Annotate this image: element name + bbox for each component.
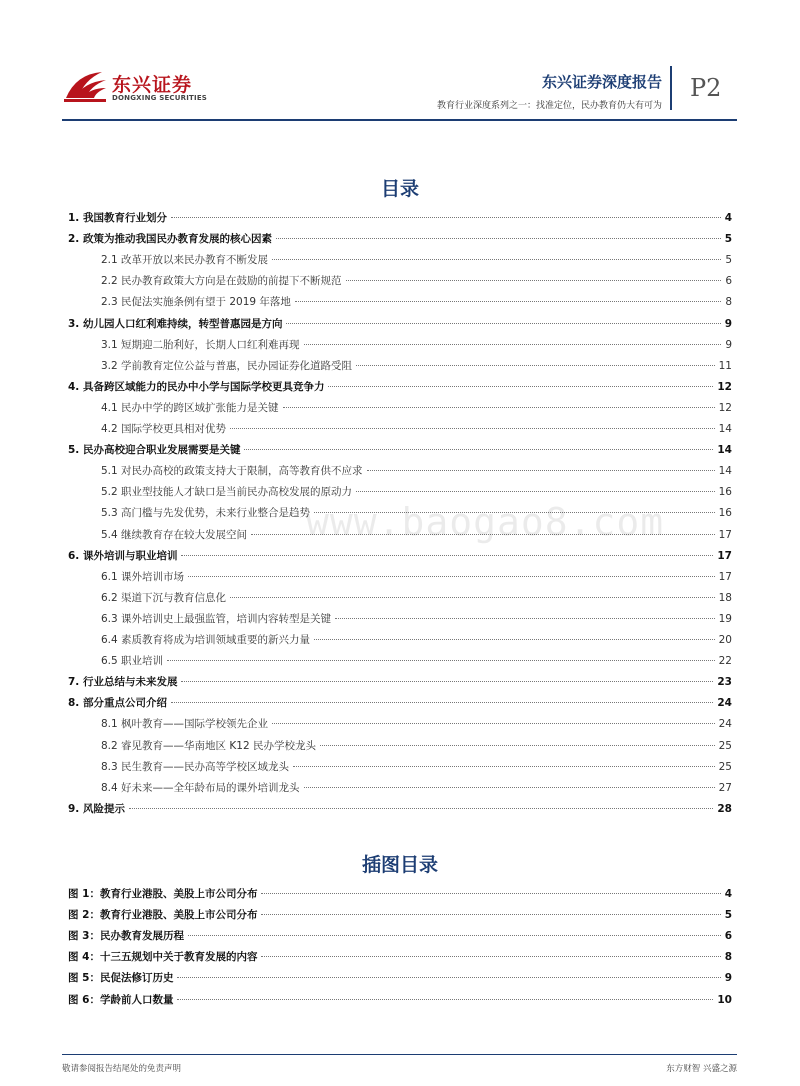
figures-title: 插图目录	[361, 854, 438, 876]
toc-entry-label: 8.4 好未来——全年龄布局的课外培训龙头	[101, 781, 300, 794]
footer-disclaimer: 敬请参阅报告结尾处的免责声明	[62, 1064, 182, 1074]
toc-entry-label: 9. 风险提示	[68, 802, 125, 815]
dot-leader	[171, 702, 713, 703]
toc-entry-page: 16	[718, 486, 732, 499]
toc-entry[interactable]	[68, 483, 732, 501]
toc-entry-page: 27	[718, 781, 732, 794]
figure-entry-label: 图 1：教育行业港股、美股上市公司分布	[68, 888, 258, 900]
toc-entry[interactable]	[68, 357, 732, 375]
toc-entry[interactable]	[68, 694, 732, 712]
toc-entry[interactable]	[68, 399, 732, 417]
watermark: www.baogao8.com	[306, 500, 665, 544]
toc-entry-label: 7. 行业总结与未来发展	[68, 676, 178, 689]
figure-entry[interactable]	[68, 948, 732, 966]
toc-entry[interactable]	[68, 631, 732, 649]
toc-entry-page: 25	[718, 760, 732, 773]
toc-entry-label: 5.4 继续教育存在较大发展空间	[101, 528, 248, 541]
toc-entry-page: 5	[725, 254, 732, 267]
toc-entry[interactable]	[68, 251, 732, 269]
toc-entry-page: 6	[725, 275, 732, 288]
toc-entry-label: 6.5 职业培训	[101, 655, 164, 668]
dot-leader	[367, 470, 715, 471]
logo-mark-icon	[62, 68, 108, 104]
figure-entry[interactable]	[68, 969, 732, 987]
toc-entry[interactable]	[68, 589, 732, 607]
toc-entry-label: 2.2 民办教育政策大方向是在鼓励的前提下不断规范	[101, 275, 342, 288]
figure-entry-page: 9	[724, 972, 732, 985]
logo-text-en: DONGXING SECURITIES	[112, 94, 208, 102]
figure-entry[interactable]	[68, 927, 732, 945]
toc-entry-label: 5.3 高门槛与先发优势，未来行业整合是趋势	[101, 507, 311, 520]
toc-entry[interactable]	[68, 610, 732, 628]
toc-entry-label: 2.1 改革开放以来民办教育不断发展	[101, 254, 269, 267]
dot-leader	[230, 597, 715, 598]
figure-entry-page: 4	[724, 888, 732, 900]
dot-leader	[293, 766, 715, 767]
toc-entry-label: 8. 部分重点公司介绍	[68, 697, 167, 710]
figure-entry[interactable]	[68, 991, 732, 1009]
toc-entry-page: 24	[718, 718, 732, 731]
toc-entry[interactable]	[68, 779, 732, 797]
figure-entry-label: 图 3：民办教育发展历程	[68, 930, 184, 943]
toc-entry-page: 17	[718, 528, 732, 541]
toc-entry[interactable]	[68, 293, 732, 311]
toc-entry[interactable]	[68, 800, 732, 818]
toc-entry[interactable]	[68, 441, 732, 459]
page-header	[0, 0, 800, 130]
logo-text-cn: 东兴证券	[112, 74, 193, 96]
toc-entry-page: 19	[718, 612, 732, 625]
toc-entry[interactable]	[68, 336, 732, 354]
figure-entry-page: 10	[717, 993, 732, 1006]
dot-leader	[320, 745, 715, 746]
toc-entry-page: 12	[718, 401, 732, 414]
dot-leader	[177, 977, 720, 978]
dot-leader	[230, 428, 715, 429]
figure-entry-page: 6	[724, 930, 732, 943]
toc-entry-page: 24	[717, 697, 732, 710]
toc-entry[interactable]	[68, 758, 732, 776]
dot-leader	[181, 555, 713, 556]
dot-leader	[129, 808, 713, 809]
toc-entry[interactable]	[68, 420, 732, 438]
figure-entry-page: 8	[724, 951, 732, 964]
toc-entry-label: 3.1 短期迎二胎利好，长期人口红利难再现	[101, 338, 300, 351]
figure-entry-label: 图 5：民促法修订历史	[68, 972, 174, 985]
toc-entry[interactable]	[68, 315, 732, 333]
toc-entry-page: 14	[717, 444, 732, 457]
toc-entry-page: 16	[718, 507, 732, 520]
toc-entry-label: 6.3 课外培训史上最强监管，培训内容转型是关键	[101, 612, 332, 625]
dot-leader	[272, 259, 721, 260]
toc-entry-label: 8.1 枫叶教育——国际学校领先企业	[101, 718, 269, 731]
dot-leader	[356, 365, 715, 366]
toc-entry-page: 5	[724, 233, 732, 246]
toc-entry[interactable]	[68, 568, 732, 586]
dot-leader	[188, 935, 721, 936]
toc-entry-label: 4.2 国际学校更具相对优势	[101, 423, 227, 435]
figure-entry[interactable]	[68, 885, 732, 903]
toc-entry-page: 11	[718, 359, 732, 372]
figure-entry-page: 5	[724, 909, 732, 922]
toc-entry-label: 6.2 渠道下沉与教育信息化	[101, 591, 227, 604]
dot-leader	[304, 344, 722, 345]
figure-entry-label: 图 4：十三五规划中关于教育发展的内容	[68, 951, 258, 964]
toc-entry[interactable]	[68, 378, 732, 396]
figure-entry-label: 图 2：教育行业港股、美股上市公司分布	[68, 909, 258, 922]
dot-leader	[295, 301, 721, 302]
dot-leader	[314, 639, 715, 640]
header-rule	[62, 119, 737, 121]
toc-entry-page: 8	[725, 296, 732, 309]
toc-entry[interactable]	[68, 230, 732, 248]
toc-entry-label: 3.2 学前教育定位公益与普惠，民办园证券化道路受阻	[101, 359, 353, 372]
report-title: 东兴证券深度报告	[541, 73, 662, 91]
company-logo	[62, 68, 242, 108]
dot-leader	[356, 491, 715, 492]
dot-leader	[261, 914, 720, 915]
toc-entry-page: 4	[724, 212, 732, 224]
toc-entry-label: 6.4 素质教育将成为培训领域重要的新兴力量	[101, 634, 311, 646]
dot-leader	[181, 681, 713, 682]
dot-leader	[261, 893, 720, 894]
report-subtitle: 教育行业深度系列之一：找准定位，民办教育仍大有可为	[436, 101, 662, 111]
toc-entry[interactable]	[68, 737, 732, 755]
toc-entry-page: 28	[717, 802, 732, 815]
toc-entry-label: 4.1 民办中学的跨区域扩张能力是关键	[101, 401, 279, 414]
footer-rule	[62, 1054, 737, 1055]
toc-entry-page: 17	[717, 549, 732, 562]
dot-leader	[188, 576, 715, 577]
dot-leader	[335, 618, 715, 619]
toc-entry-label: 6.1 课外培训市场	[101, 570, 185, 583]
toc-entry-label: 4. 具备跨区域能力的民办中小学与国际学校更具竞争力	[68, 380, 325, 393]
toc-entry-label: 3. 幼儿园人口红利难持续，转型普惠园是方向	[68, 317, 283, 330]
header-divider	[670, 66, 672, 110]
toc-entry-page: 9	[725, 338, 732, 351]
toc-entry-page: 12	[717, 380, 732, 393]
dot-leader	[167, 660, 715, 661]
dot-leader	[177, 999, 713, 1000]
toc-entry-label: 5.1 对民办高校的政策支持大于限制，高等教育供不应求	[101, 465, 363, 478]
toc-entry-page: 17	[718, 570, 732, 583]
toc-entry[interactable]	[68, 272, 732, 290]
dot-leader	[283, 407, 715, 408]
toc-entry-page: 18	[718, 591, 732, 604]
dot-leader	[346, 280, 722, 281]
toc-entry-label: 2.3 民促法实施条例有望于 2019 年落地	[101, 296, 291, 309]
toc-entry-page: 9	[724, 317, 732, 330]
dot-leader	[244, 449, 713, 450]
toc-entry-page: 22	[718, 655, 732, 668]
toc-entry-page: 20	[718, 634, 732, 646]
toc-entry-page: 23	[717, 676, 732, 689]
toc-entry[interactable]	[68, 715, 732, 733]
figure-entry-label: 图 6：学龄前人口数量	[68, 993, 174, 1006]
toc-entry-label: 5. 民办高校迎合职业发展需要是关键	[68, 444, 241, 457]
toc-entry-page: 14	[718, 423, 732, 435]
toc-entry-label: 8.2 睿见教育——华南地区 K12 民办学校龙头	[101, 739, 316, 752]
toc-entry-page: 25	[718, 739, 732, 752]
dot-leader	[261, 956, 720, 957]
toc-entry[interactable]	[68, 547, 732, 565]
page-number: P2	[690, 74, 722, 102]
figure-entry[interactable]	[68, 906, 732, 924]
toc-entry-label: 6. 课外培训与职业培训	[68, 549, 178, 562]
toc-entry-label: 2. 政策为推动我国民办教育发展的核心因素	[68, 233, 272, 246]
dot-leader	[272, 723, 715, 724]
toc-entry[interactable]	[68, 673, 732, 691]
dot-leader	[171, 217, 721, 218]
toc-title: 目录	[380, 178, 419, 200]
toc-entry-label: 5.2 职业型技能人才缺口是当前民办高校发展的原动力	[101, 486, 353, 499]
dot-leader	[276, 238, 721, 239]
toc-entry[interactable]	[68, 652, 732, 670]
dot-leader	[328, 386, 713, 387]
footer-slogan: 东方财智 兴盛之源	[666, 1064, 737, 1074]
toc-entry[interactable]	[68, 209, 732, 227]
toc-entry-page: 14	[718, 465, 732, 478]
toc-entry[interactable]	[68, 462, 732, 480]
toc-entry-label: 1. 我国教育行业划分	[68, 212, 167, 224]
toc-entry-label: 8.3 民生教育——民办高等学校区域龙头	[101, 760, 290, 773]
dot-leader	[286, 323, 720, 324]
dot-leader	[304, 787, 715, 788]
